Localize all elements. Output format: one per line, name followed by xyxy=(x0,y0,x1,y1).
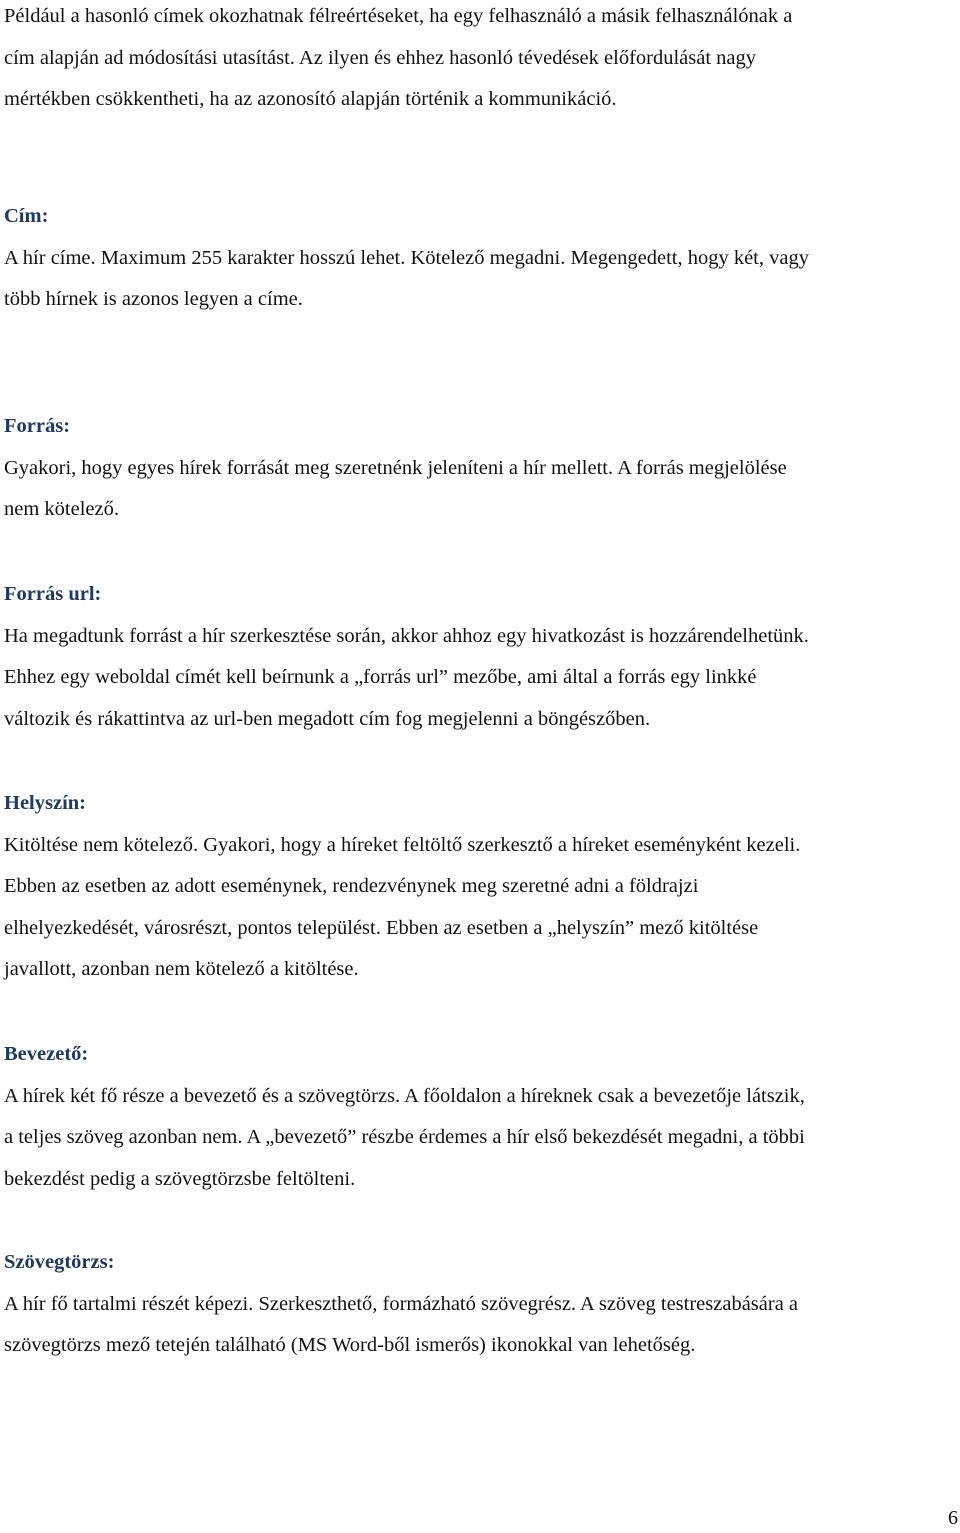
text-line: javallott, azonban nem kötelező a kitöltése. xyxy=(4,958,359,980)
section-heading: Cím: xyxy=(4,205,49,227)
text-line: cím alapján ad módosítási utasítást. Az ilyen és ehhez hasonló tévedések előfordulását nagy xyxy=(4,46,757,69)
text-line: Ehhez egy weboldal címét kell beírnunk a „forrás url” mezőbe, ami által a forrás egy linkké xyxy=(4,666,757,688)
intro-paragraph xyxy=(4,0,956,121)
section-heading: Helyszín: xyxy=(4,792,86,814)
section-cim xyxy=(4,196,956,321)
section-heading: Bevezető: xyxy=(4,1043,89,1065)
text-line: elhelyezkedését, városrészt, pontos települést. Ebben az esetben a „helyszín” mező kitöltése xyxy=(4,916,759,939)
text-line: A hír fő tartalmi részét képezi. Szerkeszthető, formázható szövegrész. A szöveg testreszabására a xyxy=(4,1292,799,1315)
text-line: változik és rákattintva az url-ben megadott cím fog megjelenni a böngészőben. xyxy=(4,707,651,730)
text-line: a teljes szöveg azonban nem. A „bevezető” részbe érdemes a hír első bekezdését megadni, a többi xyxy=(4,1126,805,1148)
text-line: mértékben csökkentheti, ha az azonosító alapján történik a kommunikáció. xyxy=(4,88,617,110)
text-line: A hírek két fő része a bevezető és a szövegtörzs. A főoldalon a híreknek csak a bevezetője látszik, xyxy=(4,1084,805,1107)
section-heading: Szövegtörzs: xyxy=(4,1251,115,1273)
section-bevezeto xyxy=(4,1034,956,1200)
text-line: Ha megadtunk forrást a hír szerkesztése során, akkor ahhoz egy hivatkozást is hozzárendelhetünk. xyxy=(4,624,809,647)
text-line: Kitöltése nem kötelező. Gyakori, hogy a híreket feltöltő szerkesztő a híreket eseményként kezeli. xyxy=(4,833,801,856)
section-heading: Forrás url: xyxy=(4,583,102,605)
text-line: Például a hasonló címek okozhatnak félreértéseket, ha egy felhasználó a másik felhasználónak a xyxy=(4,5,793,27)
section-forras xyxy=(4,406,956,531)
text-line: Gyakori, hogy egyes hírek forrását meg szeretnénk jeleníteni a hír mellett. A forrás megjelölése xyxy=(4,456,787,479)
text-line: A hír címe. Maximum 255 karakter hosszú lehet. Kötelező megadni. Megengedett, hogy két, vagy xyxy=(4,246,809,269)
section-heading: Forrás: xyxy=(4,415,71,437)
text-line: Ebben az esetben az adott eseménynek, rendezvénynek meg szeretné adni a földrajzi xyxy=(4,875,699,897)
section-forras-url xyxy=(4,574,956,740)
text-line: több hírnek is azonos legyen a címe. xyxy=(4,288,303,310)
section-szovegtorzs xyxy=(4,1242,956,1367)
text-line: nem kötelező. xyxy=(4,498,119,520)
text-line: szövegtörzs mező tetején található (MS Word-ből ismerős) ikonokkal van lehetőség. xyxy=(4,1334,696,1356)
text-line: bekezdést pedig a szövegtörzsbe feltölteni. xyxy=(4,1167,356,1190)
page-number: 6 xyxy=(948,1507,958,1529)
section-helyszin xyxy=(4,783,956,991)
